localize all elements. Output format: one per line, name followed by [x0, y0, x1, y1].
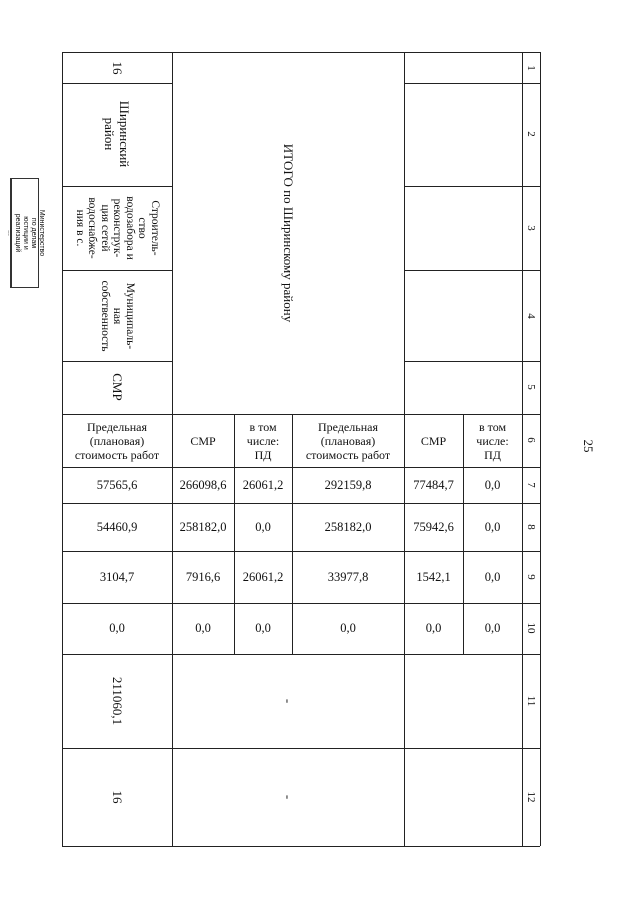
column-number-10: 10 [525, 622, 537, 634]
row12-dash: - [281, 794, 296, 800]
table-cell: 3104,7 [99, 569, 135, 584]
column-number-5: 5 [525, 384, 537, 390]
table-cell: 258182,0 [324, 519, 372, 534]
table-cell: 266098,6 [179, 477, 227, 492]
table-cell: 258182,0 [179, 519, 227, 534]
table-cell: 0,0 [425, 621, 442, 635]
header-smr-2: СМР [420, 433, 447, 448]
ministry-stamp [6, 178, 45, 288]
header-incl-pd-1: в том числе: ПД [246, 419, 280, 462]
header-ceiling-cost-2: Предельная (плановая) стоимость работ [305, 419, 391, 462]
column-number-6: 6 [525, 437, 537, 443]
column-number-3: 3 [525, 225, 537, 231]
column-number-8: 8 [525, 524, 537, 530]
table-cell: 26061,2 [242, 569, 284, 584]
table-cell: 7916,6 [185, 569, 221, 584]
table-cell: 26061,2 [242, 477, 284, 492]
table-cell: 0,0 [255, 621, 271, 635]
table-cell: 57565,6 [96, 477, 138, 492]
object-description-cell: Строитель- ство водозабора и реконструк- ция сетей водоснабже- ния в с. [73, 196, 161, 260]
table-cell: 0,0 [340, 621, 356, 635]
table-cell: 0,0 [255, 519, 271, 534]
total-label: ИТОГО по Ширинскому району [281, 143, 296, 323]
column-number-1: 1 [525, 65, 537, 71]
district-name-cell: Ширинский район [102, 100, 132, 168]
header-smr-1: СМР [190, 433, 216, 448]
table-cell: 77484,7 [413, 477, 454, 492]
row12-value: 16 [110, 790, 125, 804]
column-number-2: 2 [525, 131, 537, 137]
column-number-12: 12 [525, 791, 537, 803]
column-number-11: 11 [525, 695, 537, 707]
table-cell: 0,0 [484, 477, 501, 492]
ownership-cell: Муниципаль- ная собственность [98, 280, 136, 352]
column-number-7: 7 [525, 482, 537, 488]
table-cell: 0,0 [484, 569, 501, 584]
table-cell: 0,0 [484, 519, 501, 534]
table-cell: 292159,8 [324, 477, 372, 492]
row11-value: 211060,1 [110, 676, 125, 726]
table-cell: 0,0 [195, 621, 211, 635]
table-cell: 0,0 [109, 621, 125, 635]
row11-dash: - [281, 698, 296, 704]
table-cell: 1542,1 [416, 569, 451, 584]
header-ceiling-cost-1: Предельная (плановая) стоимость работ [74, 419, 160, 462]
table-cell: 54460,9 [96, 519, 138, 534]
work-type-cell: СМР [110, 373, 125, 401]
column-number-9: 9 [525, 574, 537, 580]
row-number-cell: 16 [110, 61, 125, 75]
column-number-4: 4 [525, 313, 537, 319]
table-cell: 0,0 [484, 621, 501, 635]
page-number: 25 [581, 439, 596, 453]
table-cell: 33977,8 [327, 569, 369, 584]
stamp-text: Министерство по делам юстиции и реализаций ... [6, 209, 45, 257]
header-incl-pd-2: в том числе: ПД [476, 419, 509, 462]
table-cell: 75942,6 [413, 519, 454, 534]
